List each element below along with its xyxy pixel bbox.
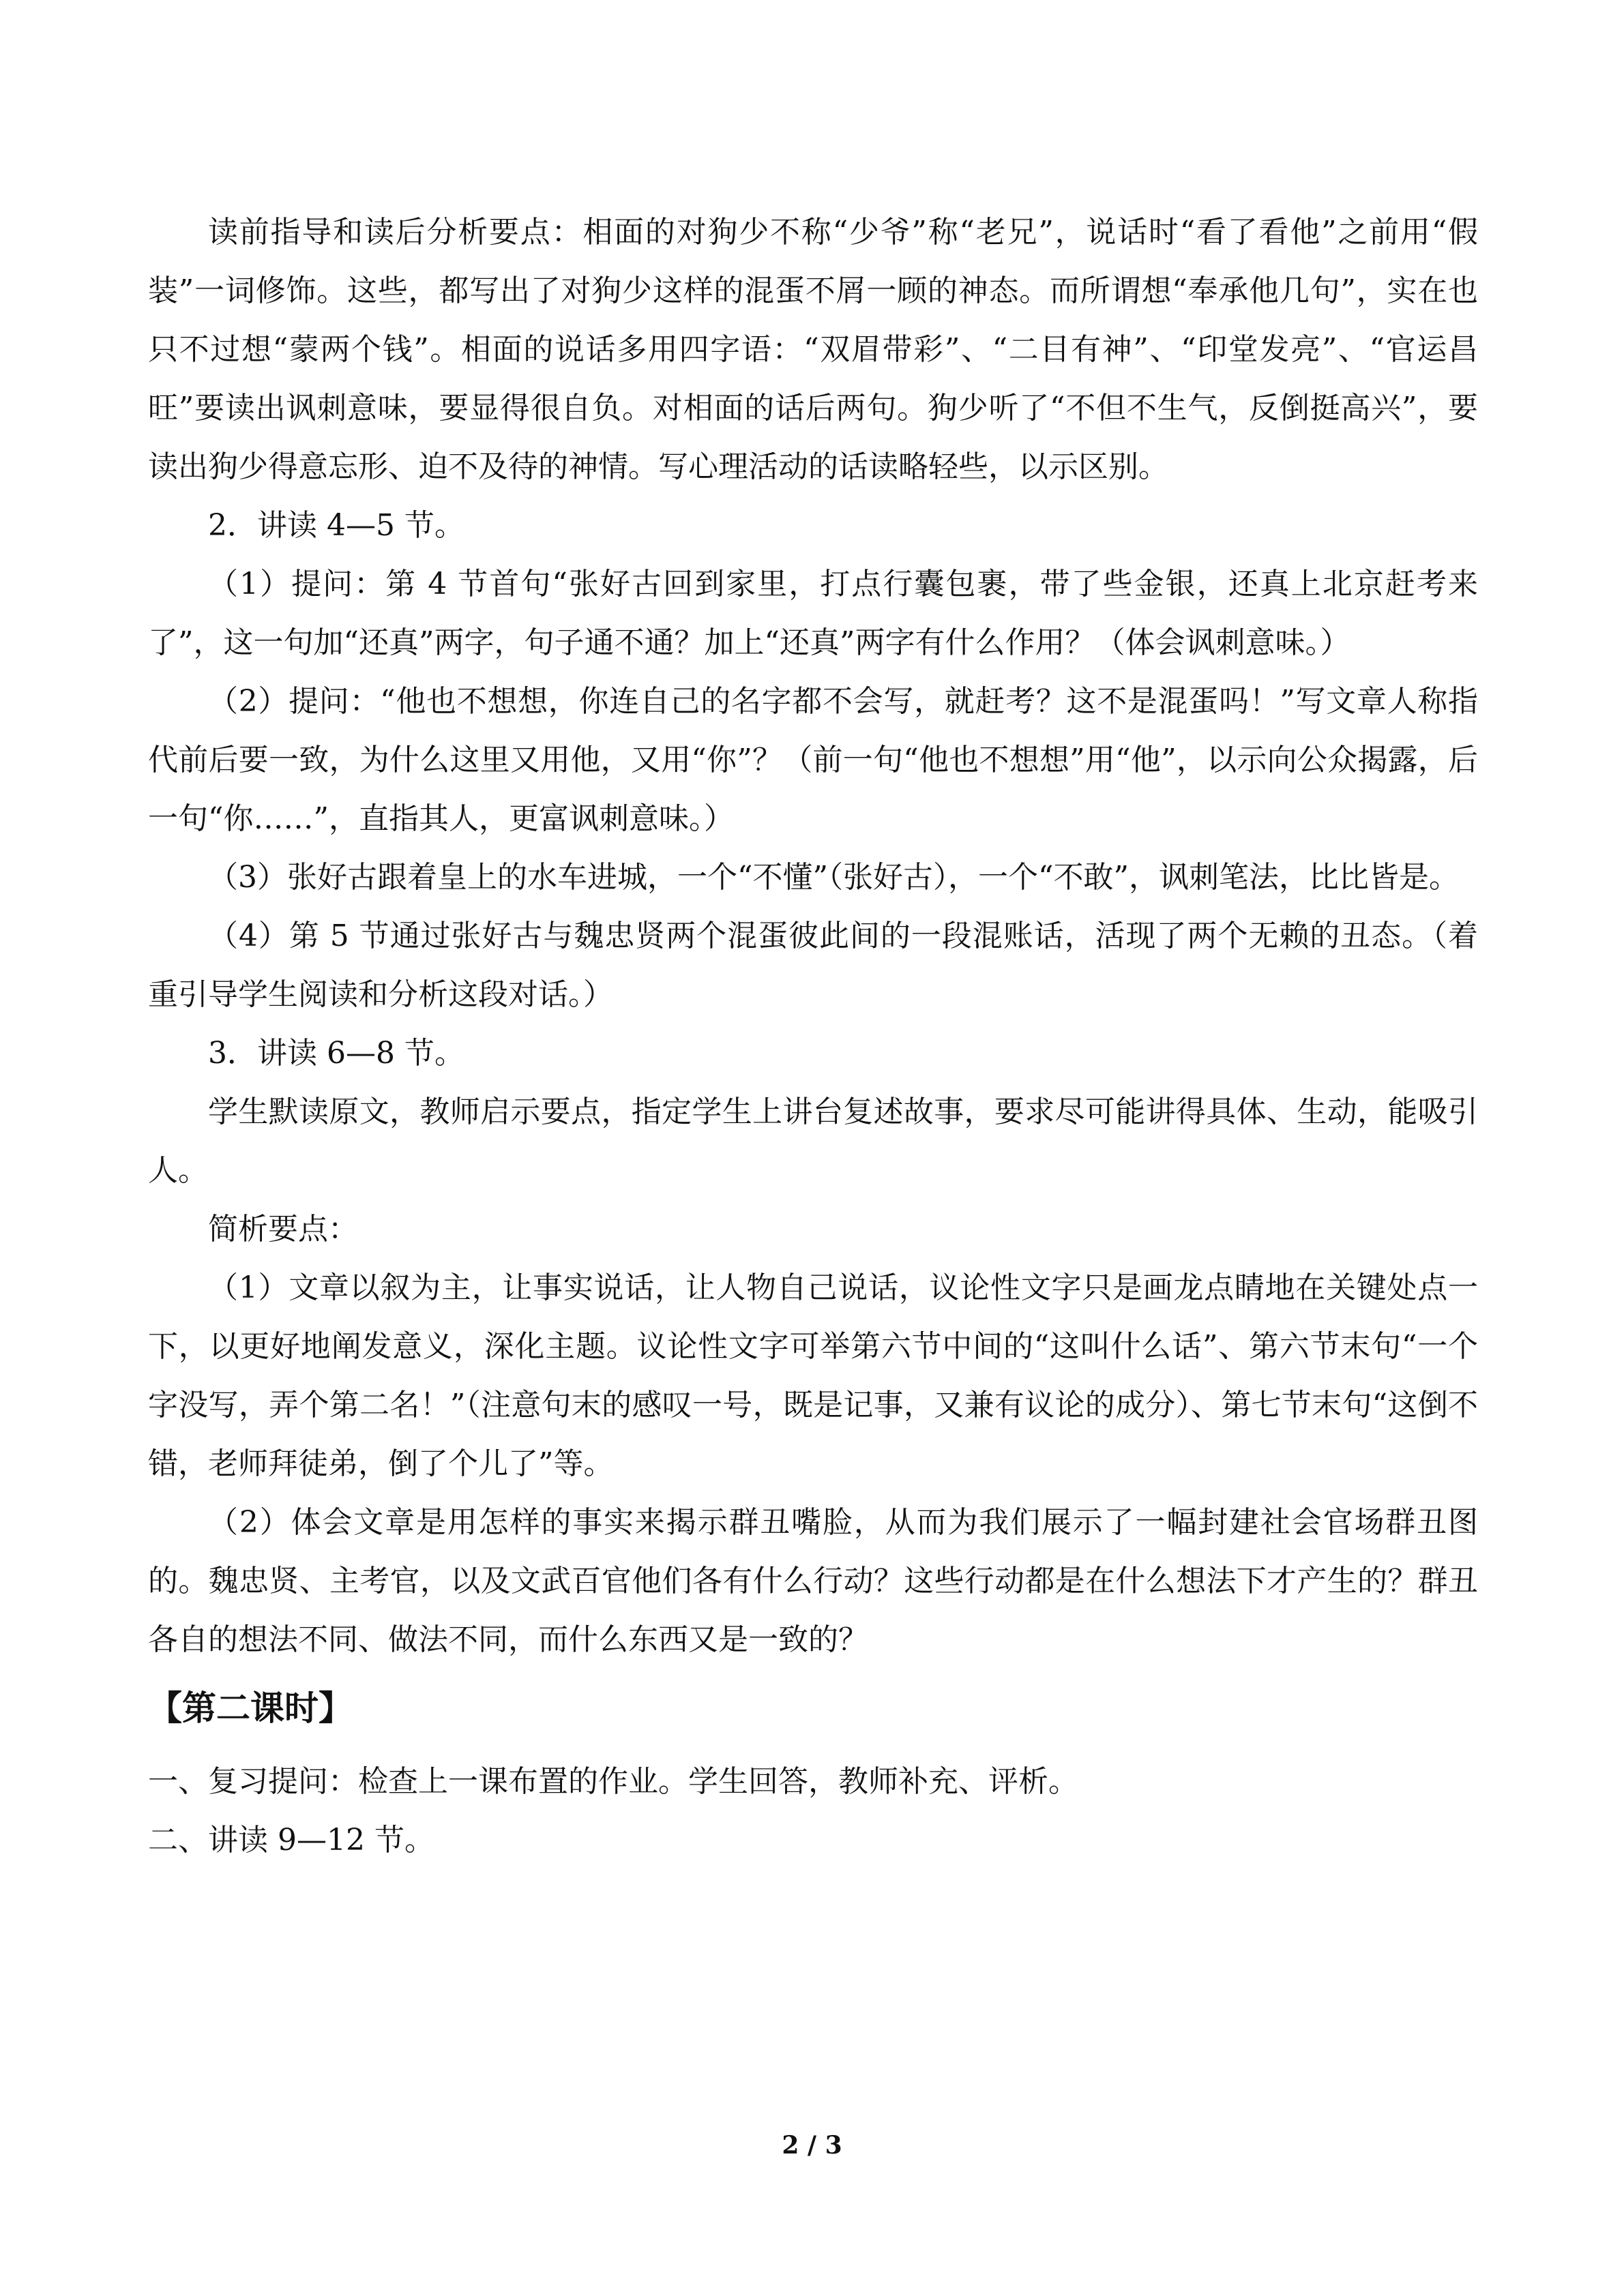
paragraph-point-3: （3）张好古跟着皇上的水车进城，一个“不懂”（张好古），一个“不敢”，讽刺笔法，比比皆是。 [208,860,1459,895]
page-number: 2 / 3 [782,2131,842,2160]
step-review: 一、复习提问：检查上一课布置的作业。学生回答，教师补充、评析。 [148,1764,1078,1799]
paragraph-question-2: （2）提问：“他也不想想，你连自己的名字都不会写，就赶考？这不是混蛋吗！”写文章人称指代前后要一致，为什么这里又用他，又用“你”？（前一句“他也不想想”用“他”，以示向公众揭露，后一句“你……”，直指其人，更富讽刺意味。） [148,684,1478,836]
paragraph-analysis-1: （1）文章以叙为主，让事实说话，让人物自己说话，议论性文字只是画龙点睛地在关键处点一下，以更好地阐发意义，深化主题。议论性文字可举第六节中间的“这叫什么话”、第六节末句“一个字没写，弄个第二名！”（注意句末的感叹一号，既是记事，又兼有议论的成分）、第七节末句“这倒不错，老师拜徒弟，倒了个儿了”等。 [148,1270,1478,1481]
document-body [148,203,1478,1870]
paragraph-point-4: （4）第 5 节通过张好古与魏忠贤两个混蛋彼此间的一段混账话，活现了两个无赖的丑态。（着重引导学生阅读和分析这段对话。） [148,919,1478,1012]
section-title-second-lesson: 【第二课时】 [148,1688,353,1728]
subheading-section-6-8: 3．讲读 6—8 节。 [208,1036,464,1071]
paragraph-question-1: （1）提问：第 4 节首句“张好古回到家里，打点行囊包裹，带了些金银，还真上北京赶考来了”，这一句加“还真”两字，句子通不通？加上“还真”两字有什么作用？（体会讽刺意味。） [148,567,1478,660]
subheading-section-4-5: 2．讲读 4—5 节。 [208,508,464,543]
paragraph-silent-reading: 学生默读原文，教师启示要点，指定学生上讲台复述故事，要求尽可能讲得具体、生动，能吸引人。 [148,1094,1478,1188]
step-read-9-12: 二、讲读 9—12 节。 [148,1823,434,1858]
paragraph-reading-guide: 读前指导和读后分析要点：相面的对狗少不称“少爷”称“老兄”，说话时“看了看他”之前用“假装”一词修饰。这些，都写出了对狗少这样的混蛋不屑一顾的神态。而所谓想“奉承他几句”，实在也只不过想“蒙两个钱”。相面的说话多用四字语：“双眉带彩”、“二目有神”、“印堂发亮”、“官运昌旺”要读出讽刺意味，要显得很自负。对相面的话后两句。狗少听了“不但不生气，反倒挺高兴”，要读出狗少得意忘形、迫不及待的神情。写心理活动的话读略轻些，以示区别。 [148,215,1478,484]
paragraph-analysis-label: 简析要点： [208,1212,358,1247]
paragraph-analysis-2: （2）体会文章是用怎样的事实来揭示群丑嘴脸，从而为我们展示了一幅封建社会官场群丑图的。魏忠贤、主考官，以及文武百官他们各有什么行动？这些行动都是在什么想法下才产生的？群丑各自的想法不同、做法不同，而什么东西又是一致的？ [148,1505,1478,1657]
